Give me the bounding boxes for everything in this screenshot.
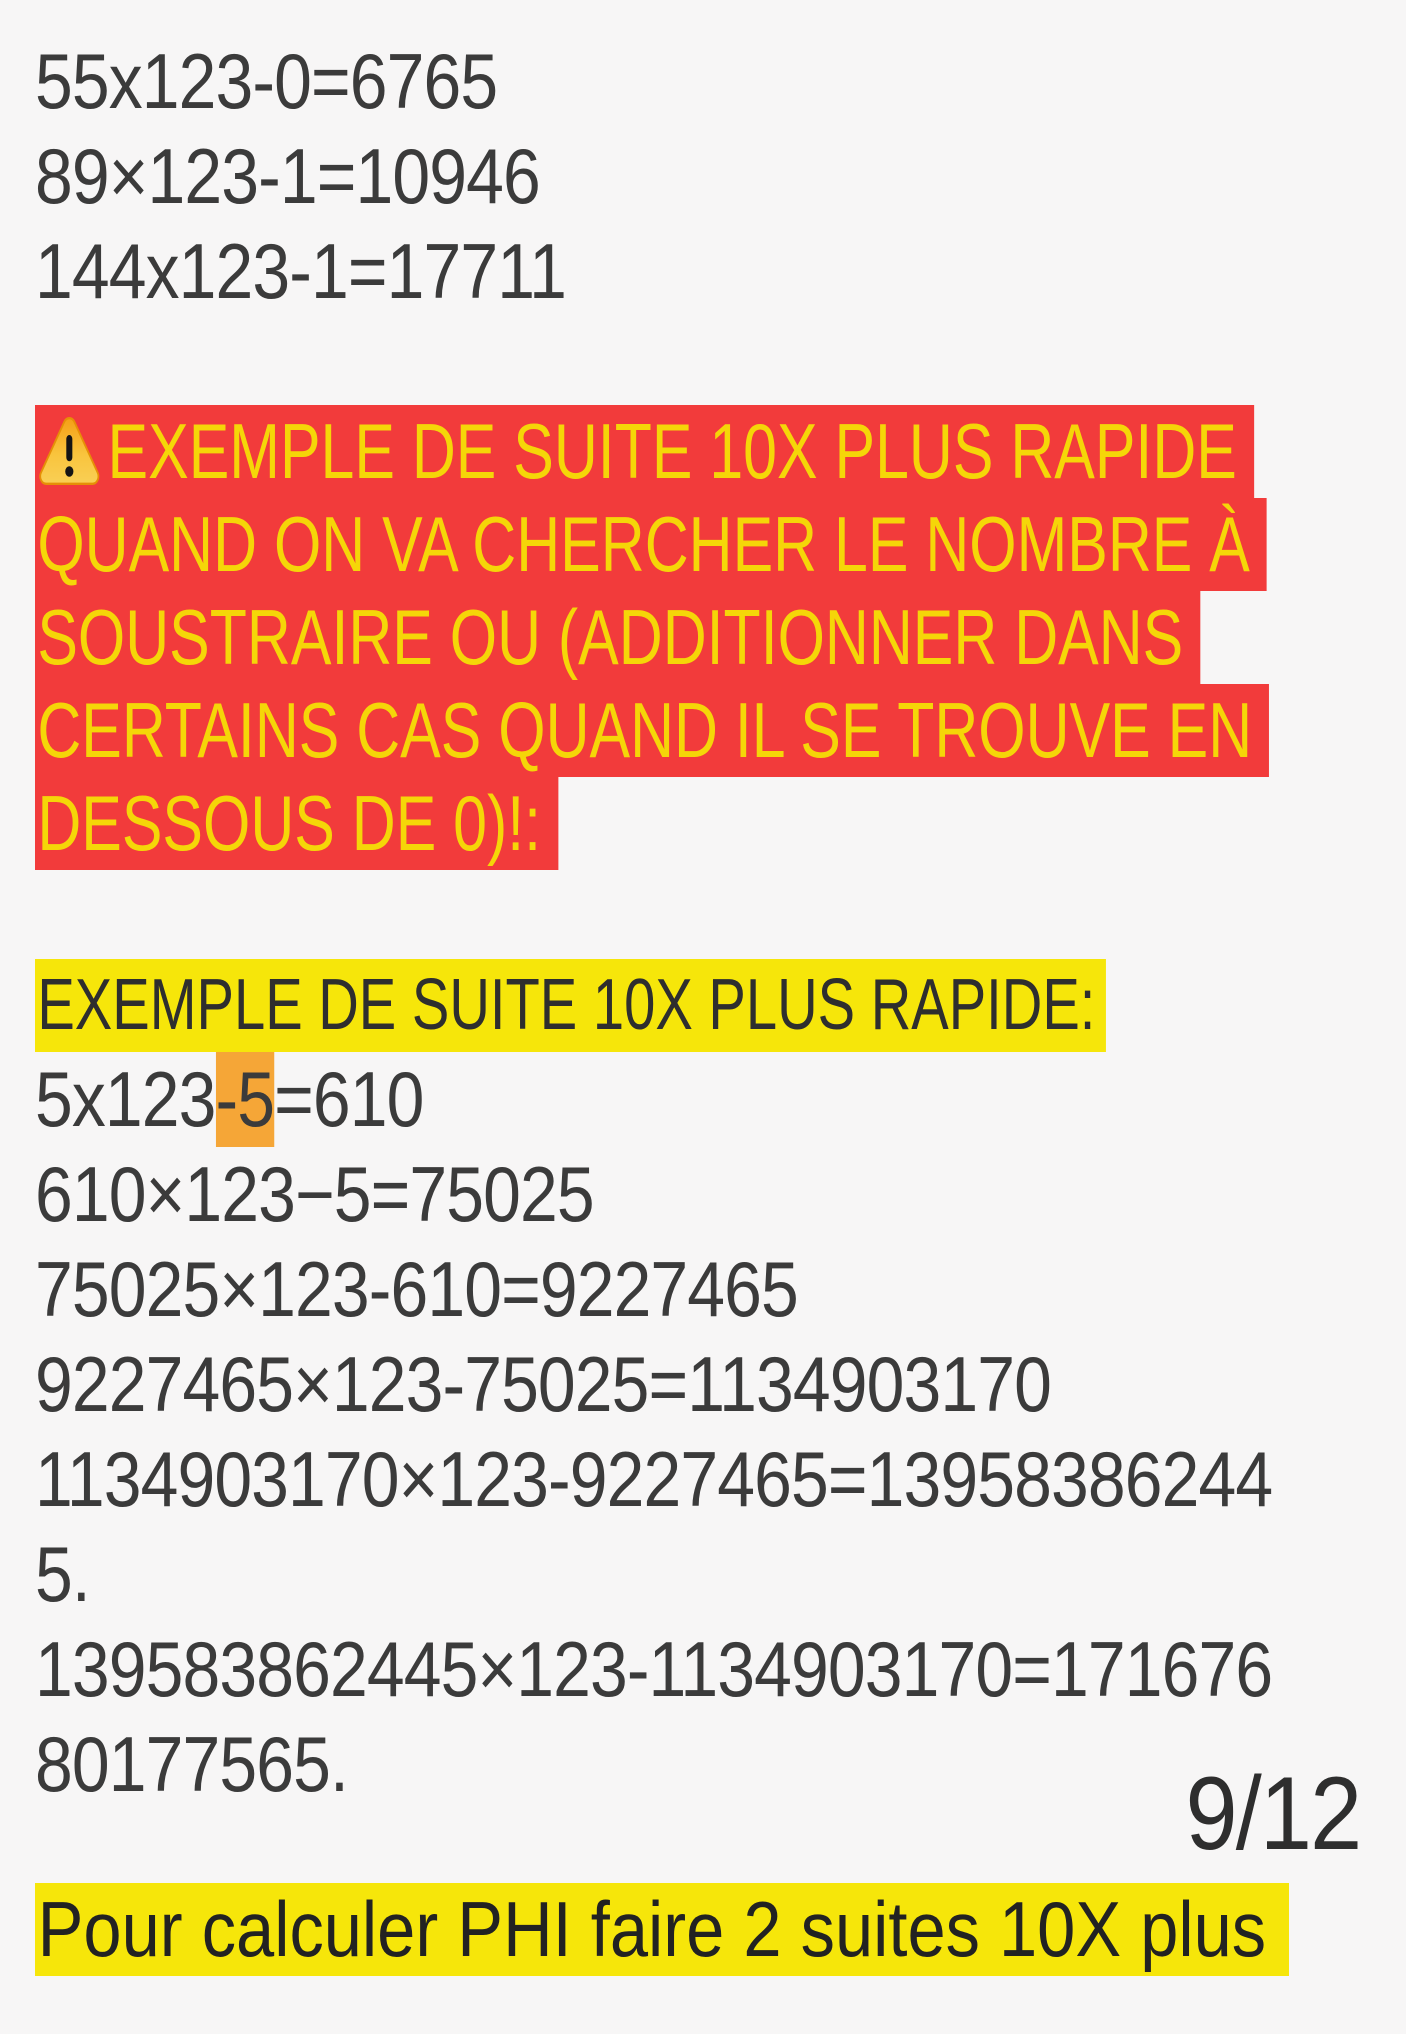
warning-line: CERTAINS CAS QUAND IL SE TROUVE EN [35,684,1269,777]
equation-line: 80177565. [35,1720,348,1808]
equation-line: 9227465×123-75025=1134903170 [35,1340,1051,1428]
intro-equations [35,34,1406,319]
equation-line-with-selection [35,1052,424,1147]
selected-term-highlight: -5 [216,1052,275,1147]
equation-line: 139583862445×123-1134903170=171676 [35,1625,1273,1713]
warning-highlight-block [35,405,1406,870]
equation-line: 89×123-1=10946 [35,132,540,220]
example-section-heading: EXEMPLE DE SUITE 10X PLUS RAPIDE: [35,959,1106,1052]
footer-highlighted-sentence: Pour calculer PHI faire 2 suites 10X plus [35,1883,1289,1976]
page-number-indicator: 9/12 [1185,1756,1360,1872]
document-page [0,34,1406,1976]
equation-post: =610 [274,1055,424,1143]
warning-line-text: EXEMPLE DE SUITE 10X PLUS RAPIDE [107,407,1237,495]
equation-line: 75025×123-610=9227465 [35,1245,798,1333]
warning-triangle-icon [37,408,101,494]
warning-line: SOUSTRAIRE OU (ADDITIONNER DANS [35,591,1200,684]
equation-line: 144x123-1=17711 [35,227,566,315]
equation-line: 610×123−5=75025 [35,1150,594,1238]
warning-line: DESSOUS DE 0)!: [35,777,558,870]
equation-pre: 5x123 [35,1055,216,1143]
equation-line: 5. [35,1530,90,1618]
equation-line: 55x123-0=6765 [35,37,498,125]
example-equations [35,1052,1406,1812]
equation-line: 1134903170×123-9227465=13958386244 [35,1435,1273,1523]
warning-line [35,405,1254,498]
warning-line: QUAND ON VA CHERCHER LE NOMBRE À [35,498,1267,591]
